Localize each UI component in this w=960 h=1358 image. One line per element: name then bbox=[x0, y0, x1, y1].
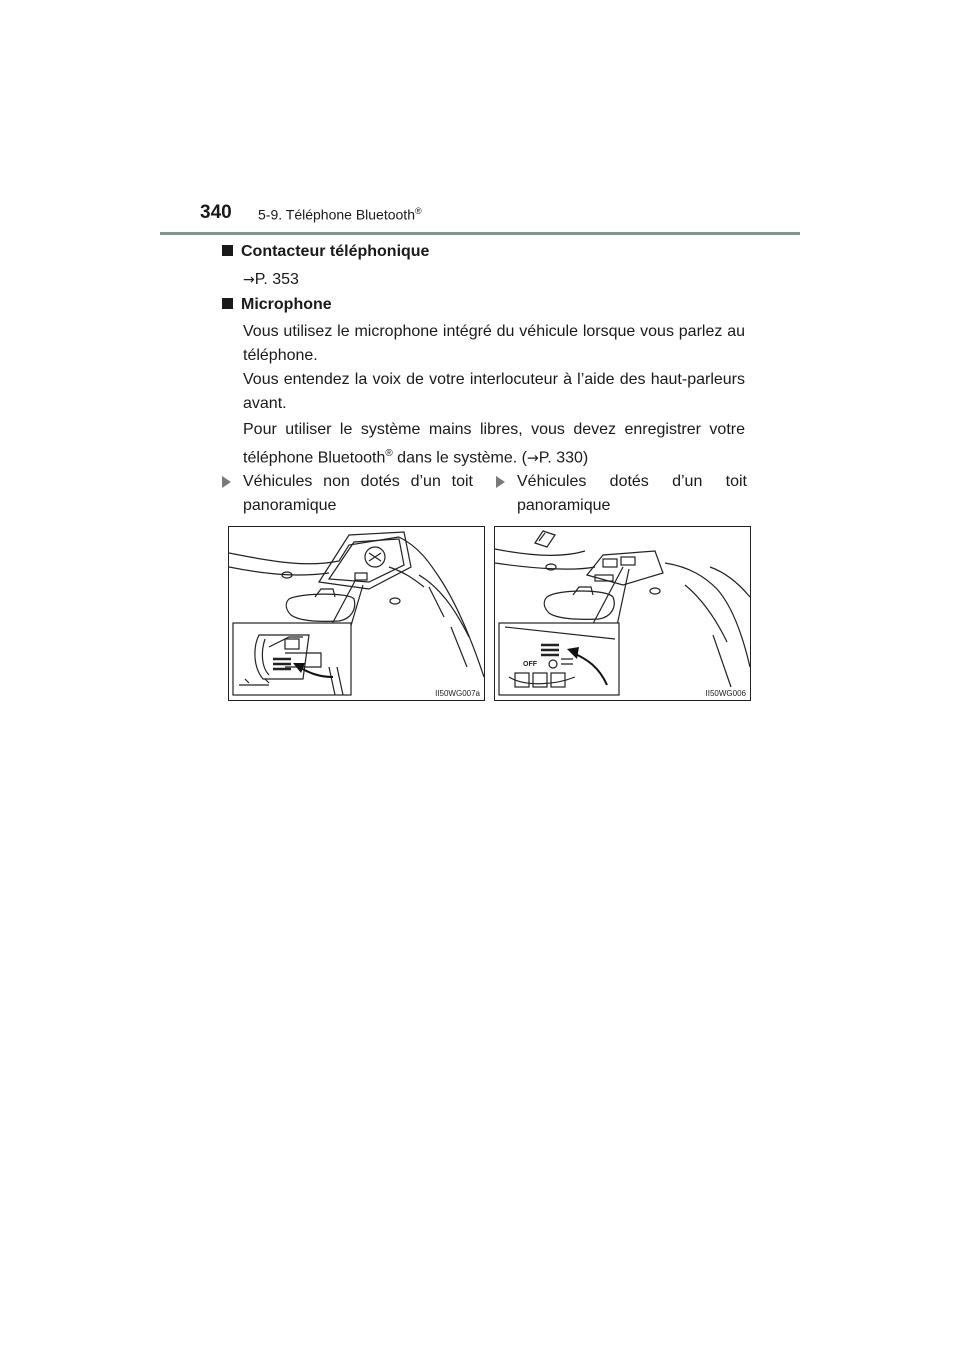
reference-arrow-icon: → bbox=[527, 450, 539, 467]
variant-1-line-2: panoramique bbox=[243, 497, 337, 514]
variant-2-line-1: Véhicules dotés d’un toit bbox=[517, 473, 747, 490]
figure-label-off: OFF bbox=[523, 661, 537, 668]
figure-no-panoramic-roof bbox=[228, 526, 485, 701]
reference-arrow-icon: → bbox=[243, 272, 255, 288]
heading-microphone-text: Microphone bbox=[241, 296, 332, 313]
microphone-para-1: Vous utilisez le microphone intégré du véhicule lorsque vous parlez au téléphone. bbox=[243, 323, 745, 364]
section-title bbox=[258, 206, 422, 223]
square-bullet-icon bbox=[222, 245, 233, 256]
section-title-text: 5-9. Téléphone Bluetooth bbox=[258, 206, 415, 223]
square-bullet-icon bbox=[222, 298, 233, 309]
variant-1-line-1: Véhicules non dotés d’un toit bbox=[243, 473, 473, 490]
heading-contacteur bbox=[222, 243, 429, 261]
microphone-para-3-b: dans le système. ( bbox=[392, 449, 527, 467]
ref-contacteur bbox=[243, 268, 745, 292]
heading-contacteur-text: Contacteur téléphonique bbox=[241, 243, 430, 260]
figure-panoramic-roof bbox=[494, 526, 751, 701]
page-number: 340 bbox=[200, 202, 232, 223]
ref-contacteur-page: P. 353 bbox=[254, 271, 299, 288]
overhead-console-illustration bbox=[495, 527, 750, 700]
microphone-para-3-c: P. 330) bbox=[538, 449, 589, 467]
figure-code: II50WG007a bbox=[435, 689, 480, 698]
heading-microphone bbox=[222, 296, 332, 314]
triangle-bullet-icon bbox=[222, 476, 231, 488]
microphone-para-3-a: Pour utiliser le système mains libres, vous devez enregistrer votre téléphone Bluetooth bbox=[243, 421, 745, 467]
triangle-bullet-icon bbox=[496, 476, 505, 488]
variant-2-line-2: panoramique bbox=[517, 497, 611, 514]
overhead-console-illustration bbox=[229, 527, 484, 700]
microphone-para-2: Vous entendez la voix de votre interlocuteur à l’aide des haut-parleurs avant. bbox=[243, 371, 745, 412]
header-rule bbox=[160, 232, 800, 235]
registered-mark: ® bbox=[385, 448, 393, 459]
figure-code: II50WG006 bbox=[705, 689, 746, 698]
microphone-para-3 bbox=[243, 418, 745, 470]
registered-mark: ® bbox=[414, 206, 422, 216]
